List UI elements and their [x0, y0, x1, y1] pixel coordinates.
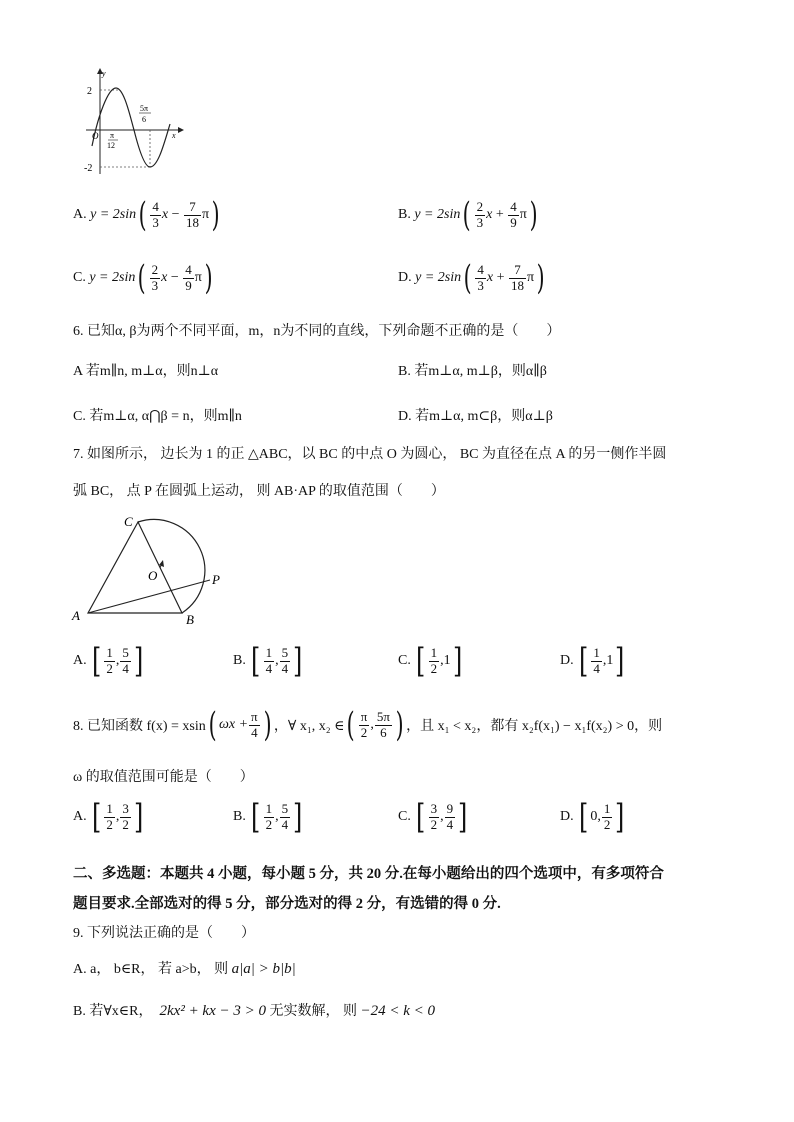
q6-option-b[interactable]: B. 若m⊥α, m⊥β，则α∥β	[398, 364, 547, 379]
tick2-den: 6	[142, 115, 146, 124]
option-letter: B.	[398, 207, 411, 222]
q5-option-a[interactable]: A. y = 2sin ( $\frac{4}{3}$ x − $\frac{7}{18}$ π )	[73, 195, 220, 235]
stem-mid: ，∀ x₁, x₂ ∈	[273, 719, 345, 734]
frac-b: $\frac{4}{9}$	[510, 199, 517, 230]
left-paren: (	[463, 258, 472, 298]
hi: $\frac{1}{2}$	[603, 801, 611, 832]
stem-post: ，且 x₁ < x₂，都有 x₂f(x₁) − x₁f(x₂) > 0，则	[406, 719, 663, 734]
op: +	[495, 207, 504, 222]
option-letter: D.	[398, 270, 412, 285]
label-a: A	[72, 608, 80, 623]
inner-frac: $\frac{\pi}{4}$	[251, 709, 258, 740]
right-paren: )	[536, 258, 545, 298]
sine-graph	[78, 66, 186, 178]
option-letter: D.	[560, 653, 574, 668]
option-b-mid: 无实数解， 则	[269, 1004, 357, 1019]
option-letter: D.	[560, 809, 574, 824]
q8-option-a[interactable]: A. [ $\frac{1}{2}$ , $\frac{3}{2}$ ]	[73, 797, 144, 837]
sine-curve	[92, 88, 170, 167]
hi: $\frac{5}{4}$	[281, 645, 289, 676]
frac-b: $\frac{4}{9}$	[185, 262, 192, 293]
origin-label: O	[92, 131, 99, 141]
lo: $\frac{1}{2}$	[106, 645, 113, 676]
option-func: y = 2sin	[89, 270, 136, 285]
q7-option-c[interactable]: C. [ $\frac{1}{2}$ , 1 ]	[398, 641, 462, 681]
lo: $\frac{1}{4}$	[265, 645, 273, 676]
option-letter: A.	[73, 809, 87, 824]
q6-option-c[interactable]: C. 若m⊥α, α⋂β = n，则m∥n	[73, 409, 242, 424]
label-b: B	[186, 612, 194, 627]
option-letter: C.	[398, 809, 411, 824]
q8-stem-line2: ω 的取值范围可能是（ ）	[73, 770, 254, 785]
option-letter: C.	[398, 653, 411, 668]
q7-option-d[interactable]: D. [ $\frac{1}{4}$ , 1 ]	[560, 641, 625, 681]
interval-lo: $\frac{\pi}{2}$	[360, 709, 368, 740]
option-letter: B.	[233, 653, 246, 668]
interval-hi: $\frac{5\pi}{6}$	[376, 709, 390, 740]
lo: $\frac{1}{2}$	[430, 645, 438, 676]
q6-option-a[interactable]: A 若m∥n, m⊥α，则n⊥α	[73, 364, 219, 379]
option-func: y = 2sin	[414, 207, 461, 222]
option-a-text: A. a， b∈R， 若 a>b， 则	[73, 962, 229, 977]
op: +	[496, 270, 505, 285]
q7-option-b[interactable]: B. [ $\frac{1}{4}$ , $\frac{5}{4}$ ]	[233, 641, 303, 681]
tick1-num: π	[110, 131, 115, 140]
triangle-abc	[88, 522, 182, 613]
y-bottom-label: -2	[84, 163, 93, 174]
q5-option-b[interactable]: B. y = 2sin ( $\frac{2}{3}$ x + $\frac{4}{9}$ π )	[398, 195, 538, 235]
hi: $\frac{9}{4}$	[446, 801, 454, 832]
semicircle-bc	[138, 519, 205, 613]
option-a-math: a|a| > b|b|	[231, 961, 296, 977]
y-label: y	[102, 69, 106, 78]
q7-stem-line1: 7. 如图所示， 边长为 1 的正 △ABC，以 BC 的中点 O 为圆心， BC 为直径在点 A 的另一侧作半圆	[73, 447, 667, 462]
tick2-num: 5π	[140, 104, 149, 113]
option-letter: A.	[73, 653, 87, 668]
stem-inner: ωx +	[219, 717, 249, 732]
q9-option-a[interactable]	[73, 958, 296, 978]
q6-option-d[interactable]: D. 若m⊥α, m⊂β，则α⊥β	[398, 409, 553, 424]
frac-a: $\frac{2}{3}$	[151, 262, 159, 293]
lo: $\frac{1}{2}$	[265, 801, 273, 832]
section2-heading-line1: 二、多选题：本题共 4 小题，每小题 5 分，共 20 分.在每小题给出的四个选项中，有多项符合	[73, 866, 664, 882]
left-paren: (	[138, 195, 147, 235]
stem-pre: 8. 已知函数 f(x) = xsin	[73, 719, 206, 734]
option-b-text: B. 若∀x∈R，	[73, 1004, 153, 1019]
q8-option-b[interactable]: B. [ $\frac{1}{2}$ , $\frac{5}{4}$ ]	[233, 797, 303, 837]
frac-a: $\frac{4}{3}$	[477, 262, 484, 293]
x-label: x	[172, 131, 176, 140]
frac-b: $\frac{7}{18}$	[511, 262, 525, 293]
right-paren: )	[529, 195, 538, 235]
q7-option-a[interactable]: A. [ $\frac{1}{2}$ , $\frac{5}{4}$ ]	[73, 641, 144, 681]
op: −	[170, 270, 179, 285]
op: −	[171, 207, 180, 222]
option-func: y = 2sin	[415, 270, 462, 285]
frac-a: $\frac{2}{3}$	[476, 199, 484, 230]
option-b-math: 2kx² + kx − 3 > 0	[159, 1003, 266, 1019]
triangle-semicircle-figure	[70, 510, 230, 630]
hi: $\frac{5}{4}$	[281, 801, 289, 832]
hi: $\frac{5}{4}$	[122, 645, 129, 676]
option-b-end: −24 < k < 0	[360, 1003, 436, 1019]
q9-stem: 9. 下列说法正确的是（ ）	[73, 926, 255, 941]
frac-b: $\frac{7}{18}$	[186, 199, 200, 230]
hi: 1	[606, 653, 614, 668]
label-p: P	[212, 572, 220, 587]
option-letter: A.	[73, 207, 87, 222]
q6-stem: 6. 已知α, β为两个不同平面，m，n为不同的直线，下列命题不正确的是（ ）	[73, 324, 561, 339]
frac-a: $\frac{4}{3}$	[152, 199, 159, 230]
q7-stem-line2: 弧 BC， 点 P 在圆弧上运动， 则 AB·AP 的取值范围（ ）	[73, 484, 445, 499]
q8-option-c[interactable]: C. [ $\frac{3}{2}$ , $\frac{9}{4}$ ]	[398, 797, 468, 837]
label-o: O	[148, 568, 158, 583]
option-letter: C.	[73, 270, 86, 285]
hi: 1	[443, 653, 451, 668]
lo: 0	[590, 809, 598, 824]
q5-option-d[interactable]: D. y = 2sin ( $\frac{4}{3}$ x + $\frac{7}{18}$ π )	[398, 258, 545, 298]
q8-stem-line1: 8. 已知函数 f(x) = xsin ( ωx + $\frac{\pi}{4}$ ) ，∀ x₁, x₂ ∈ ( $\frac{\pi}{2}$ , $\frac{5\pi}{6}$ ) ，且 x₁ < x₂，都有 x₂f(x₁) − x₁f(x₂) > 0，则	[73, 705, 663, 745]
q8-option-d[interactable]: D. [ 0 , $\frac{1}{2}$ ]	[560, 797, 625, 837]
section2-heading-line2: 题目要求.全部选对的得 5 分，部分选对的得 2 分，有选错的得 0 分.	[73, 896, 501, 912]
lo: $\frac{3}{2}$	[430, 801, 438, 832]
label-c: C	[124, 514, 133, 529]
left-paren: (	[462, 195, 471, 235]
tick1-den: 12	[107, 141, 115, 150]
q9-option-b[interactable]	[73, 1000, 435, 1020]
hi: $\frac{3}{2}$	[122, 801, 129, 832]
left-paren: (	[137, 258, 146, 298]
q5-option-c[interactable]: C. y = 2sin ( $\frac{2}{3}$ x − $\frac{4}{9}$ π )	[73, 258, 213, 298]
option-func: y = 2sin	[90, 207, 137, 222]
lo: $\frac{1}{4}$	[593, 645, 600, 676]
option-letter: B.	[233, 809, 246, 824]
lo: $\frac{1}{2}$	[106, 801, 113, 832]
y-top-label: 2	[87, 86, 92, 97]
right-paren: )	[204, 258, 213, 298]
right-paren: )	[211, 195, 220, 235]
